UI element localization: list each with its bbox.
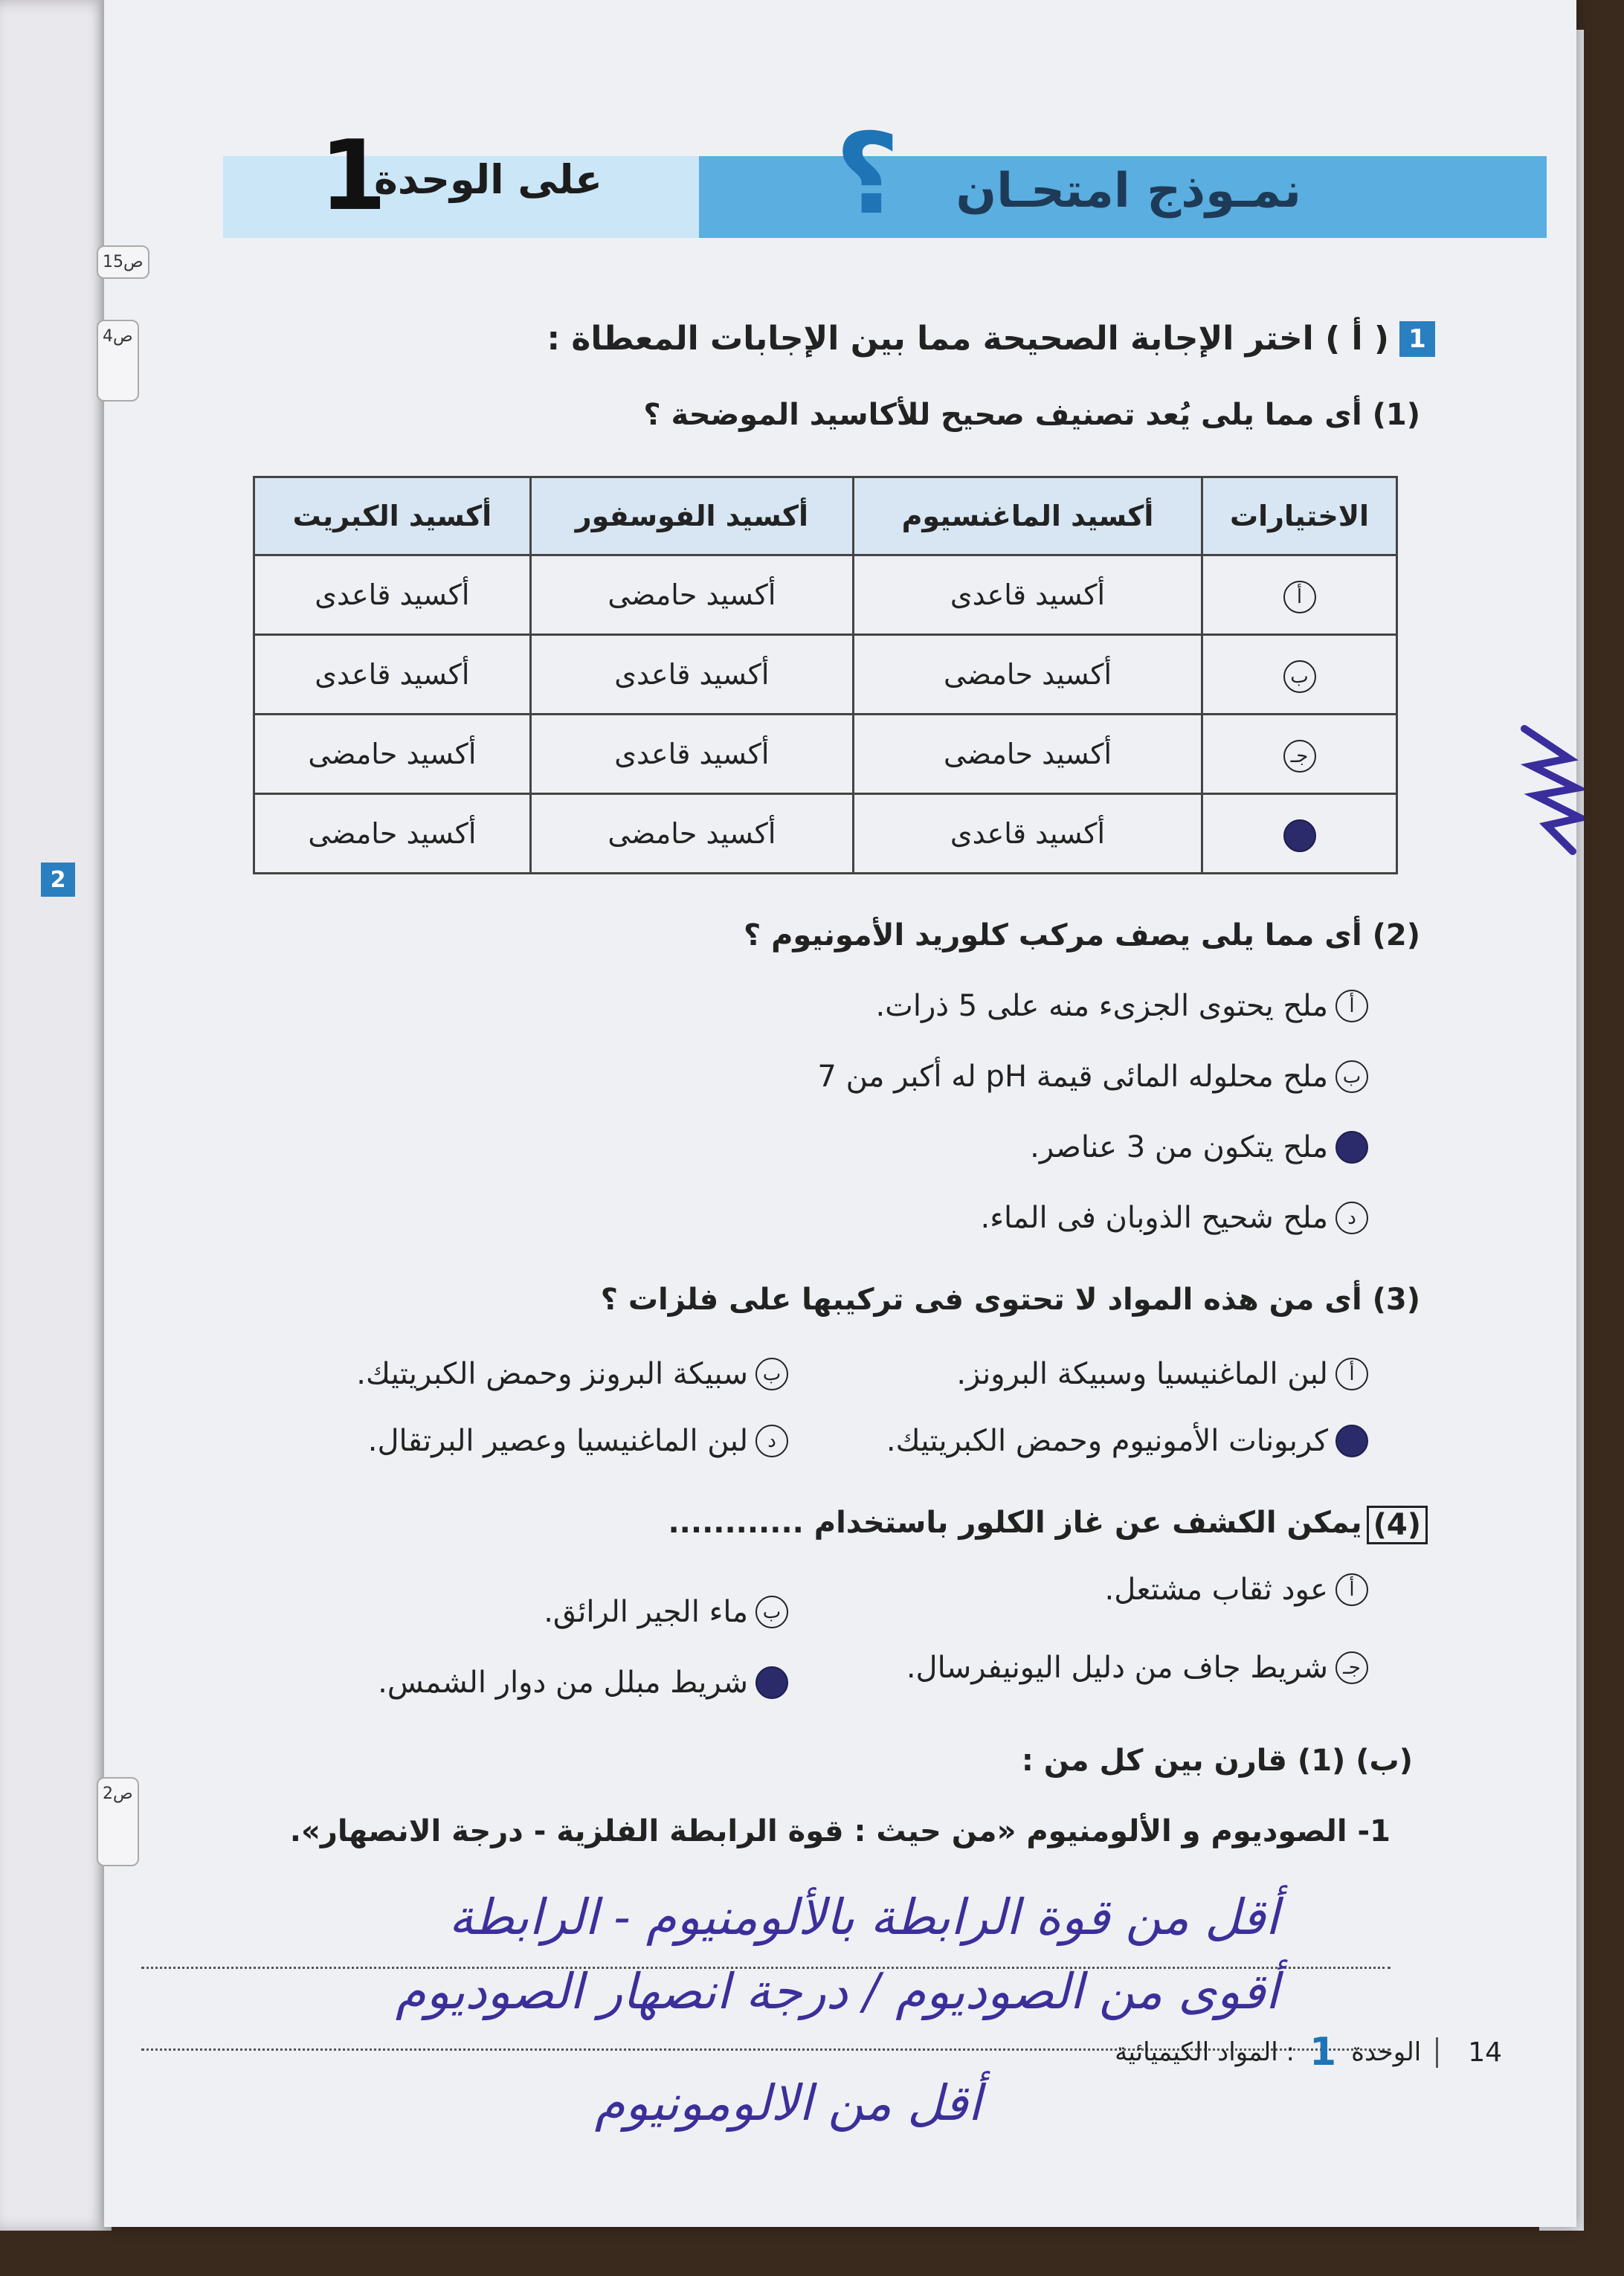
page-header [223,112,1547,238]
table-cell: أكسيد حامضى [530,794,853,874]
option-text: ملح شحيح الذوبان فى الماء. [980,1201,1328,1235]
table-cell: أكسيد حامضى [854,715,1202,794]
option-marker: د [755,1425,788,1457]
side-tab-2: ص4 [97,320,139,402]
page-title: نمـوذج امتحـان [956,164,1301,219]
left-page-edge [0,0,112,2231]
footer-unit-number: 1 [1309,2030,1337,2074]
handwritten-answer-1: أقل من قوة الرابطة بالألومنيوم - الرابطة [448,1889,1279,1946]
page-number: 14 [1436,2037,1502,2068]
table-header: أكسيد الماغنسيوم [854,477,1202,555]
section-number-badge: 1 [1399,321,1435,357]
side-tab-1: ص15 [97,245,149,279]
table-cell: أكسيد حامضى [854,635,1202,715]
table-cell: أكسيد قاعدى [854,794,1202,874]
table-header: أكسيد الكبريت [254,477,531,555]
option-marker-selected: د [755,1666,788,1699]
option-marker-selected: جـ [1335,1131,1368,1164]
option-text: ماء الجير الرائق. [544,1595,748,1629]
q2-option-c[interactable] [1030,1130,1368,1164]
footer-unit-title: : المواد الكيميائية [1115,2037,1295,2067]
option-text: شريط جاف من دليل اليونيفرسال. [906,1651,1328,1685]
table-header-row [254,477,1397,555]
table-cell: أكسيد حامضى [530,555,853,635]
q2-option-d[interactable] [981,1201,1368,1235]
section-a-instruction: ( أ ) اختر الإجابة الصحيحة مما بين الإجابات المعطاة : [547,320,1389,358]
oxides-table [253,476,1398,874]
table-cell: أكسيد قاعدى [254,635,531,715]
q3-option-c[interactable] [886,1424,1368,1458]
option-text: لبن الماغنيسيا وسبيكة البرونز. [956,1357,1328,1391]
question-mark-icon: ؟ [834,110,900,239]
option-text: ملح يتكون من 3 عناصر. [1030,1130,1328,1164]
question-1: (1) أى مما يلى يُعد تصنيف صحيح للأكاسيد الموضحة ؟ [643,398,1420,432]
handwritten-answer-2: أقوى من الصوديوم / درجة انصهار الصوديوم [395,1963,1279,2020]
q4-option-d[interactable] [378,1666,788,1700]
option-text: عود ثقاب مشتعل. [1104,1573,1328,1607]
table-cell: أكسيد قاعدى [254,555,531,635]
option-text: ملح يحتوى الجزىء منه على 5 ذرات. [875,989,1328,1023]
option-marker: ب [755,1358,788,1390]
option-marker: ب [755,1596,788,1628]
q3-option-b[interactable] [356,1357,788,1391]
option-text: سبيكة البرونز وحمض الكبريتيك. [356,1357,748,1391]
table-cell: أكسيد قاعدى [530,715,853,794]
option-text: كربونات الأمونيوم وحمض الكبريتيك. [886,1424,1328,1458]
q2-option-b[interactable] [817,1060,1368,1094]
q4-option-c[interactable] [906,1651,1368,1685]
page-footer [1115,2030,1532,2074]
table-cell: أكسيد قاعدى [530,635,853,715]
table-row [254,635,1397,715]
option-marker-selected: جـ [1335,1425,1368,1457]
choice-cell [1202,794,1397,874]
choice-cell [1202,715,1397,794]
unit-label: على الوحدة [374,156,602,203]
option-marker: د [1335,1202,1368,1234]
question-4 [668,1506,1428,1544]
question-3: (3) أى من هذه المواد لا تحتوى فى تركيبها على فلزات ؟ [600,1283,1420,1317]
choice-cell [1202,635,1397,715]
choice-marker[interactable]: أ [1283,581,1316,613]
choice-marker-selected[interactable]: د [1283,819,1316,852]
table-row [254,555,1397,635]
section-b-heading: (ب) (1) قارن بين كل من : [1021,1744,1413,1778]
q4-option-b[interactable] [544,1595,788,1629]
table-row [254,715,1397,794]
q2-option-a[interactable] [875,989,1368,1023]
section-a-heading [547,320,1435,358]
question-2: (2) أى مما يلى يصف مركب كلوريد الأمونيوم ؟ [743,918,1420,952]
footer-unit-label: الوحدة [1351,2037,1422,2067]
question-4-number: (4) [1367,1506,1428,1544]
option-marker: ب [1335,1060,1368,1093]
side-tab-3: ص2 [97,1777,139,1866]
choice-marker[interactable]: ب [1283,660,1316,693]
table-header: أكسيد الفوسفور [530,477,853,555]
table-row [254,794,1397,874]
table-cell: أكسيد حامضى [254,715,531,794]
option-marker: جـ [1335,1651,1368,1684]
option-text: شريط مبلل من دوار الشمس. [378,1666,748,1700]
option-marker: أ [1335,1573,1368,1606]
table-cell: أكسيد حامضى [254,794,531,874]
pen-scribble [1517,714,1584,855]
question-4-text: يمكن الكشف عن غاز الكلور باستخدام ............ [668,1506,1362,1540]
choice-cell [1202,555,1397,635]
option-marker: أ [1335,990,1368,1022]
unit-number: 1 [319,119,387,232]
option-text: لبن الماغنيسيا وعصير البرتقال. [367,1424,748,1458]
left-page-badge: 2 [41,863,75,897]
q4-option-a[interactable] [1105,1573,1368,1607]
q3-option-a[interactable] [956,1357,1368,1391]
choice-marker[interactable]: جـ [1283,740,1316,773]
compare-item-1: 1- الصوديوم و الألومنيوم «من حيث : قوة الرابطة الفلزية - درجة الانصهار». [289,1814,1391,1848]
table-header: الاختيارات [1202,477,1397,555]
handwritten-answer-3: أقل من الالومونيوم [594,2074,982,2132]
option-text: ملح محلوله المائى قيمة pH له أكبر من 7 [817,1060,1328,1094]
q3-option-d[interactable] [368,1424,788,1458]
table-cell: أكسيد قاعدى [854,555,1202,635]
option-marker: أ [1335,1358,1368,1390]
exam-page [104,0,1576,2227]
